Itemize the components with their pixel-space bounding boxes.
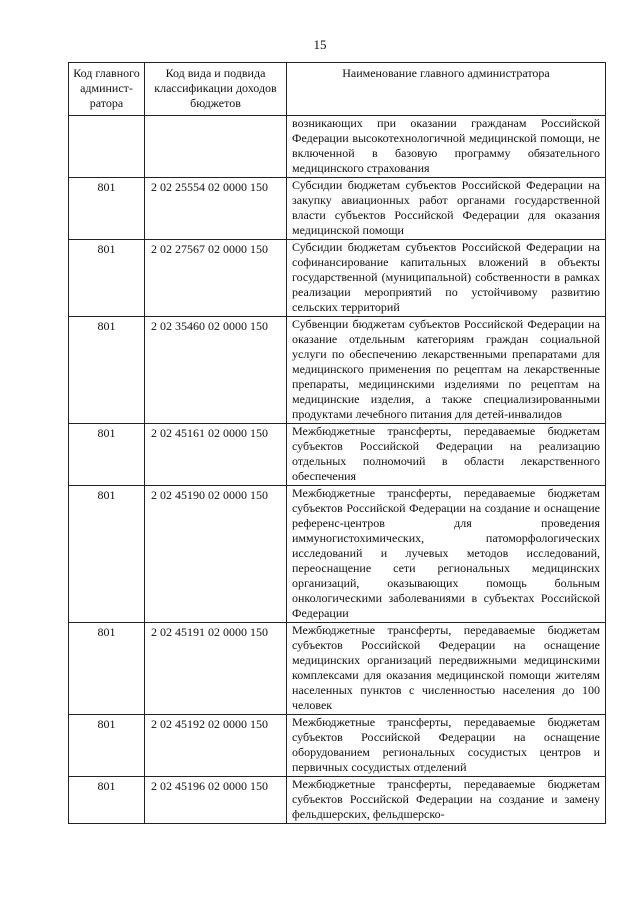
cell-income-code: 2 02 45190 02 0000 150 [145, 486, 287, 623]
header-admin-name: Наименование главного администратора [287, 63, 606, 116]
header-admin-code: Код главного админист-ратора [69, 63, 145, 116]
cell-income-code: 2 02 45192 02 0000 150 [145, 715, 287, 777]
cell-admin-name: Межбюджетные трансферты, передаваемые бюджетам субъектов Российской Федерации на создание и оснащение референс-центров для проведения иммуногистохимических, патоморфологических исследований и лучевых методов исследований, переоснащение сети региональных медицинских организаций, оказывающих помощь больным онкологическими заболеваниями в субъектах Российской Федерации [287, 486, 606, 623]
cell-admin-name: возникающих при оказании гражданам Российской Федерации высокотехнологичной медицинской помощи, не включенной в базовую программу обязательного медицинского страхования [287, 116, 606, 178]
cell-admin-code: 801 [69, 715, 145, 777]
cell-income-code: 2 02 45161 02 0000 150 [145, 424, 287, 486]
table-row [69, 424, 606, 486]
table-row [69, 623, 606, 715]
cell-admin-code: 801 [69, 424, 145, 486]
cell-admin-code: 801 [69, 623, 145, 715]
cell-admin-name: Межбюджетные трансферты, передаваемые бюджетам субъектов Российской Федерации на оснащение медицинских организаций передвижными медицинскими комплексами для оказания медицинской помощи жителям населенных пунктов с численностью населения до 100 человек [287, 623, 606, 715]
cell-income-code: 2 02 35460 02 0000 150 [145, 317, 287, 424]
cell-admin-code [69, 116, 145, 178]
cell-admin-name: Межбюджетные трансферты, передаваемые бюджетам субъектов Российской Федерации на реализацию отдельных полномочий в области лекарственного обеспечения [287, 424, 606, 486]
cell-admin-name: Субсидии бюджетам субъектов Российской Федерации на софинансирование капитальных вложений в объекты государственной (муниципальной) собственности в рамках реализации мероприятий по устойчивому развитию сельских территорий [287, 240, 606, 317]
cell-admin-code: 801 [69, 486, 145, 623]
table-row [69, 240, 606, 317]
cell-income-code [145, 116, 287, 178]
header-income-code: Код вида и подвида классификации доходов бюджетов [145, 63, 287, 116]
table-row [69, 116, 606, 178]
cell-admin-name: Межбюджетные трансферты, передаваемые бюджетам субъектов Российской Федерации на создание и замену фельдшерских, фельдшерско- [287, 777, 606, 824]
table-row [69, 715, 606, 777]
cell-admin-name: Субвенции бюджетам субъектов Российской Федерации на оказание отдельным категориям граждан социальной услуги по обеспечению лекарственными препаратами для медицинского применения по рецептам на лекарственные препараты, медицинскими изделиями по рецептам на медицинские изделия, а также специализированными продуктами лечебного питания для детей-инвалидов [287, 317, 606, 424]
cell-admin-code: 801 [69, 178, 145, 240]
cell-income-code: 2 02 45191 02 0000 150 [145, 623, 287, 715]
cell-admin-code: 801 [69, 777, 145, 824]
cell-admin-name: Субсидии бюджетам субъектов Российской Федерации на закупку авиационных работ органами государственной власти субъектов Российской Федерации для оказания медицинской помощи [287, 178, 606, 240]
cell-income-code: 2 02 27567 02 0000 150 [145, 240, 287, 317]
table-row [69, 317, 606, 424]
administrators-table [68, 62, 606, 824]
cell-admin-code: 801 [69, 240, 145, 317]
cell-admin-code: 801 [69, 317, 145, 424]
cell-admin-name: Межбюджетные трансферты, передаваемые бюджетам субъектов Российской Федерации на оснащение оборудованием региональных сосудистых центров и первичных сосудистых отделений [287, 715, 606, 777]
table-row [69, 486, 606, 623]
cell-income-code: 2 02 45196 02 0000 150 [145, 777, 287, 824]
table-header-row [69, 63, 606, 116]
table-row [69, 777, 606, 824]
table-row [69, 178, 606, 240]
cell-income-code: 2 02 25554 02 0000 150 [145, 178, 287, 240]
page-number: 15 [313, 37, 327, 52]
